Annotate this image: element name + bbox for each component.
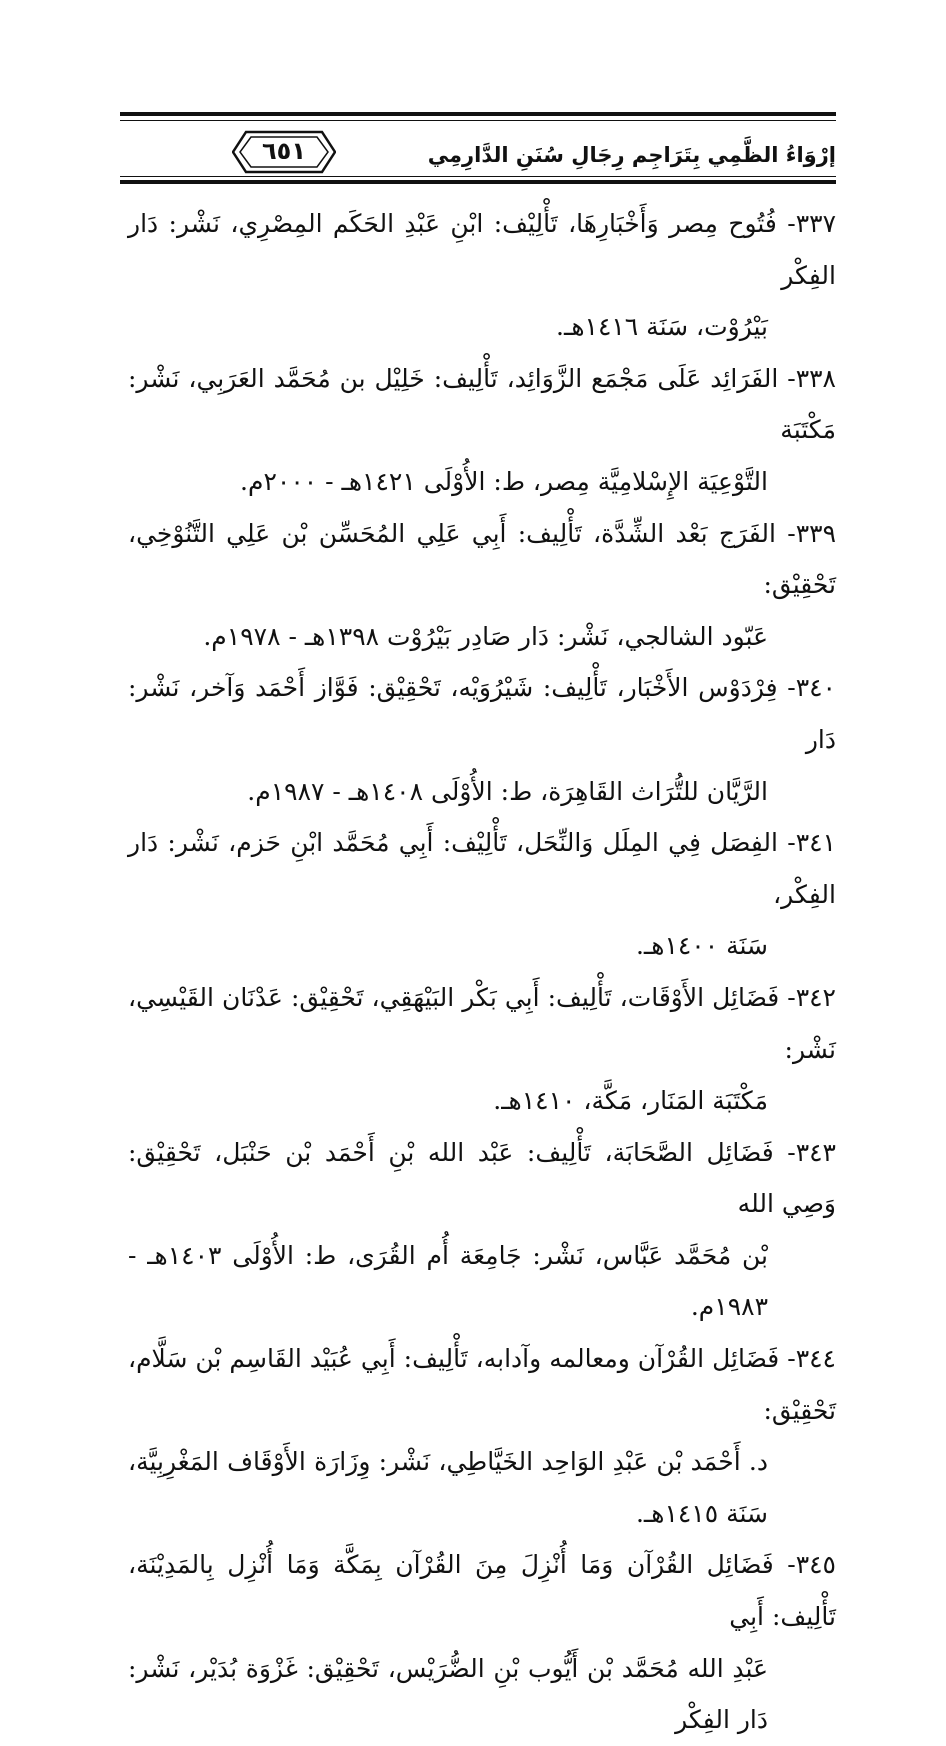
entry-number: ٣٣٧- — [787, 209, 837, 238]
entry-number: ٣٤٥- — [787, 1550, 836, 1580]
header-rule-top — [120, 112, 836, 116]
page-header — [120, 112, 836, 187]
running-title: إرْوَاءُ الظَّمِي بِتَرَاجِم رِجَالِ سُنَنِ الدَّارِمِي — [427, 143, 836, 167]
entry-number: ٣٣٩- — [787, 518, 837, 548]
bibliography-entry — [128, 1333, 836, 1539]
entry-number: ٣٣٨- — [787, 363, 836, 393]
header-rule-bottom — [120, 180, 836, 184]
bibliography-entry — [128, 508, 836, 663]
entry-text-continued: سَنَة ١٤٠٠هـ. — [635, 931, 768, 961]
header-rule-top-thin — [120, 120, 836, 121]
entry-text: الفَرَج بَعْد الشِّدَّة، تَأْلِيف: أَبِي عَلِي المُحَسِّن بْن عَلِي التَّنُوْخِي، تَحْقِيْق: — [128, 518, 836, 600]
entry-text-continued: بْن مُحَمَّد عَبَّاس، نَشْر: جَامِعَة أُم القُرَى، ط: الأُوْلَى ١٤٠٣هـ - ١٩٨٣م. — [128, 1240, 768, 1322]
bibliography-entry — [128, 353, 836, 508]
entry-text-continued: التَّوْعِيَة الإِسْلامِيَّة مِصر، ط: الأُوْلَى ١٤٢١هـ - ٢٠٠٠م. — [240, 466, 768, 496]
bibliography-entry — [128, 817, 836, 972]
entry-number: ٣٤١- — [787, 828, 836, 858]
bibliography-list — [128, 198, 836, 1746]
entry-text: الفَرَائِد عَلَى مَجْمَع الزَّوَائِد، تَأْلِيف: خَلِيْل بن مُحَمَّد العَرَبِي، نَشْر: مَكْتَبَة — [128, 363, 836, 445]
entry-text: فَضَائِل الصَّحَابَة، تَأْلِيف: عَبْد الله بْنِ أَحْمَد بْن حَنْبَل، تَحْقِيْق: وَصِي الله — [128, 1137, 836, 1219]
entry-text: فَضَائِل القُرْآن ومعالمه وآدابه، تَأْلِيف: أَبِي عُبَيْد القَاسِم بْن سَلَّام، تَحْقِيْق: — [128, 1344, 836, 1425]
entry-text-continued: مَكْتَبَة المَنَار، مَكَّة، ١٤١٠هـ. — [493, 1086, 768, 1116]
entry-text: الفِصَل فِي المِلَل وَالنِّحَل، تَأْلِيْف: أَبِي مُحَمَّد ابْنِ حَزم، نَشْر: دَار الفِكْر، — [128, 828, 836, 909]
page-number: ٦٥١ — [262, 137, 306, 165]
header-rule-bottom-thin — [120, 176, 836, 177]
entry-text-continued: عَبّود الشالجي، نَشْر: دَار صَادِر بَيْرُوْت ١٣٩٨هـ - ١٩٧٨م. — [203, 621, 768, 651]
entry-text: فِرْدَوْس الأَخْبَار، تَأْلِيف: شَيْرُوَيْه، تَحْقِيْق: فَوَّاز أَحْمَد وَآخر، نَشْر: دَار — [128, 673, 836, 754]
entry-text-continued: عَبْدِ الله مُحَمَّد بْن أَيُّوب بْنِ الضُّرَيْس، تَحْقِيْق: غَزْوَة بُدَيْر، نَشْر: دَار الفِكْر — [128, 1653, 768, 1735]
entry-text: فُتُوح مِصر وَأَخْبَارِهَا، تَأْلِيْف: ابْنِ عَبْدِ الحَكَم المِصْرِي، نَشْر: دَار الفِكْر — [128, 209, 836, 290]
entry-text-continued: د. أَحْمَد بْن عَبْدِ الوَاحِد الخَيَّاطِي، نَشْر: وِزَارَة الأَوْقَاف المَغْرِبِيَّة، سَنَة ١٤١٥هـ. — [128, 1447, 768, 1528]
bibliography-entry — [128, 1127, 836, 1333]
bibliography-entry — [128, 662, 836, 817]
entry-number: ٣٤٢- — [787, 982, 836, 1012]
entry-text: فَضَائِل الأَوْقَات، تَأْلِيف: أَبِي بَكْر البَيْهَقِي، تَحْقِيْق: عَدْنَان القَيْسِي، نَشْر: — [128, 982, 836, 1064]
entry-number: ٣٤٠- — [787, 673, 836, 703]
bibliography-entry — [128, 1539, 836, 1745]
entry-number: ٣٤٤- — [787, 1344, 836, 1374]
entry-text-continued: الرَّيَّان للتُّرَاث القَاهِرَة، ط: الأُوْلَى ١٤٠٨هـ - ١٩٨٧م. — [247, 776, 768, 806]
bibliography-entry — [128, 198, 836, 353]
bibliography-entry — [128, 972, 836, 1127]
entry-text-continued: بَيْرُوْت، سَنَة ١٤١٦هـ. — [556, 312, 768, 342]
page-number-badge — [232, 130, 336, 174]
entry-text: فَضَائِل القُرْآن وَمَا أُنْزِلَ مِنَ القُرْآن بِمَكَّة وَمَا أُنْزِل بِالمَدِيْنَة، تَأْلِيف: أَبِي — [128, 1550, 836, 1632]
entry-number: ٣٤٣- — [787, 1137, 836, 1167]
